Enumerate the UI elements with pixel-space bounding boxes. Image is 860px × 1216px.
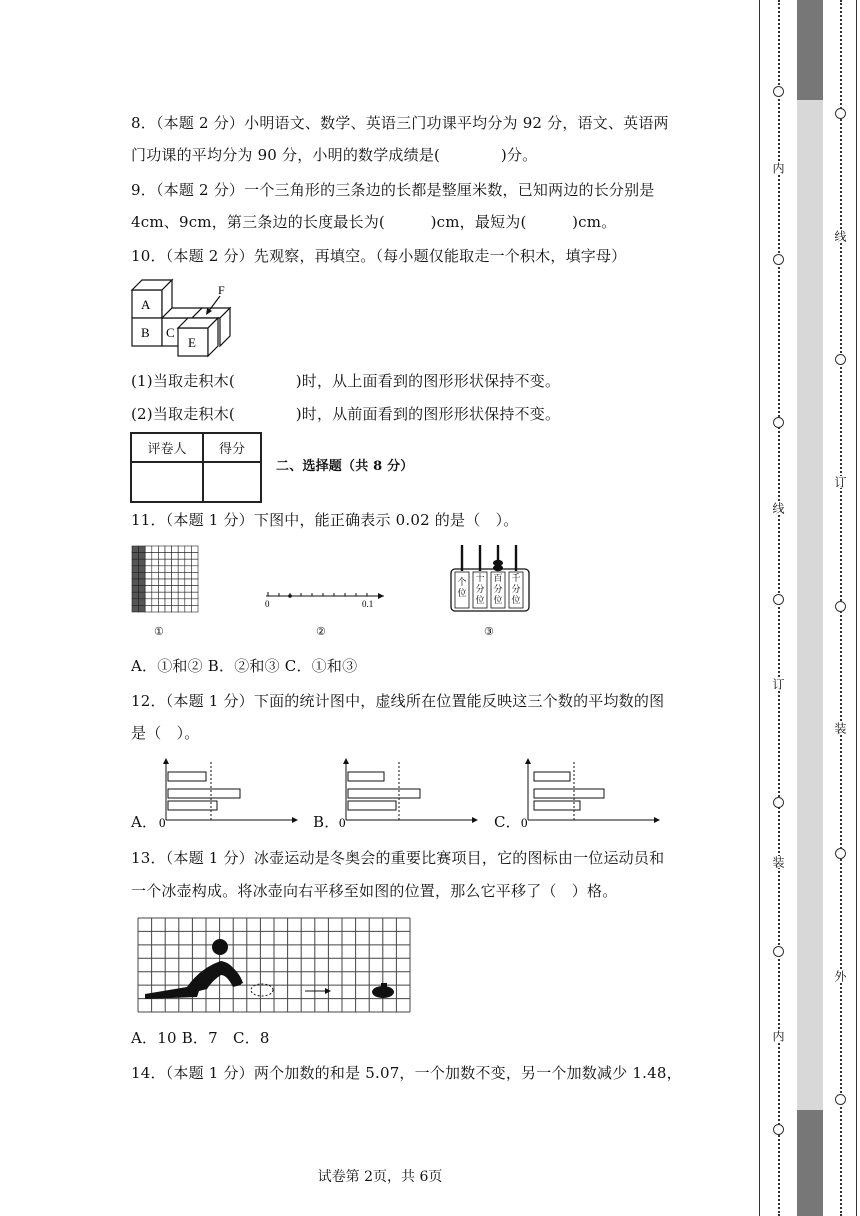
q11-line1: 11．（本题 1 分）下图中，能正确表示 0.02 的是（ ）。 [131,511,519,529]
q12-line1: 12．（本题 1 分）下面的统计图中，虚线所在位置能反映这三个数的平均数的图 [131,692,665,710]
athlete-head [212,939,228,955]
block-label-c: C [166,325,175,340]
q12-option-b[interactable]: B． [313,813,340,831]
q13-line2: 一个冰壶构成。将冰壶向右平移至如图的位置，那么它平移了（ ）格。 [131,882,618,900]
numberline-end: 0.1 [362,599,374,609]
margin-inner-5: 内 [771,1030,785,1042]
q11-label-2: ② [316,625,327,638]
numberline-zero: 0 [265,599,270,609]
chart-c-zero: 0 [521,815,528,828]
q11-options: A．①和② B．②和③ C．①和③ [131,657,358,675]
q8-line2: 门功课的平均分为 90 分，小明的数学成绩是( )分。 [131,146,538,164]
margin-outer-3: 装 [833,722,847,734]
page-footer: 试卷第 2页，共 6页 [317,1169,443,1185]
q11-label-3: ③ [484,625,495,638]
q12-chart-b [336,756,478,828]
q11-label-1: ① [154,625,165,638]
q12-chart-c [518,756,660,828]
margin-inner-3: 订 [771,678,785,690]
q11-numberline-figure [258,584,388,610]
q13-curling-grid [137,917,411,1013]
margin-outer-2: 订 [833,476,847,488]
abacus-label-char: 分 [493,585,503,595]
q9-line2: 4cm、9cm，第三条边的长度最长为( )cm，最短为( )cm。 [131,213,617,231]
q10-line1: 10．（本题 2 分）先观察，再填空。（每小题仅能取走一个积木，填字母） [131,247,627,265]
score-table-grader-cell[interactable] [131,462,203,502]
block-label-a: A [141,297,151,312]
abacus-label-char: 十 [475,574,485,584]
score-table-grader: 评卷人 [131,433,203,462]
q14-line1: 14．（本题 1 分）两个加数的和是 5.07，一个加数不变，另一个加数减少 1.48， [131,1064,682,1082]
chart-a-zero: 0 [159,815,166,828]
q10-part2: (2)当取走积木( )时，从前面看到的图形形状保持不变。 [131,405,561,423]
q11-grid-figure [131,545,199,613]
section2-title: 二、选择题（共 8 分） [276,459,414,474]
q12-option-a[interactable]: A． [131,813,158,831]
q13-line1: 13．（本题 1 分）冰壶运动是冬奥会的重要比赛项目，它的图标由一位运动员和 [131,849,665,867]
curling-stone-origin [251,984,273,996]
margin-inner-1: 内 [771,162,785,174]
curling-stone-target [372,986,394,998]
abacus-label-char: 位 [457,589,467,599]
q8-line1: 8．（本题 2 分）小明语文、数学、英语三门功课平均分为 92 分，语文、英语两 [131,114,669,132]
abacus-label-char: 位 [493,596,503,606]
q12-option-c[interactable]: C． [494,813,521,831]
margin-inner-4: 装 [771,856,785,868]
chart-b-zero: 0 [339,815,346,828]
blocks-figure [130,278,240,362]
q12-chart-a [156,756,298,828]
block-label-f: F [218,283,225,297]
abacus-label-char: 千 [511,574,521,584]
score-table-score: 得分 [203,433,261,462]
margin-inner-2: 线 [771,502,785,514]
margin-outer-4: 外 [833,970,847,982]
q12-line2: 是（ ）。 [131,724,200,742]
q10-part1: (1)当取走积木( )时，从上面看到的图形形状保持不变。 [131,372,561,390]
q13-options: A．10 B．7 C．8 [131,1029,270,1047]
score-table [130,432,262,503]
margin-outer-1: 线 [833,230,847,242]
block-label-b: B [141,325,150,340]
abacus-label-char: 个 [457,578,467,588]
abacus-label-char: 分 [511,585,521,595]
q9-line1: 9．（本题 2 分）一个三角形的三条边的长都是整厘米数，已知两边的长分别是 [131,181,655,199]
abacus-label-char: 分 [475,585,485,595]
abacus-label-char: 位 [511,596,521,606]
block-label-e: E [188,335,196,350]
score-table-score-cell[interactable] [203,462,261,502]
q11-abacus-figure [449,543,531,613]
abacus-label-char: 位 [475,596,485,606]
abacus-label-char: 百 [493,574,503,584]
